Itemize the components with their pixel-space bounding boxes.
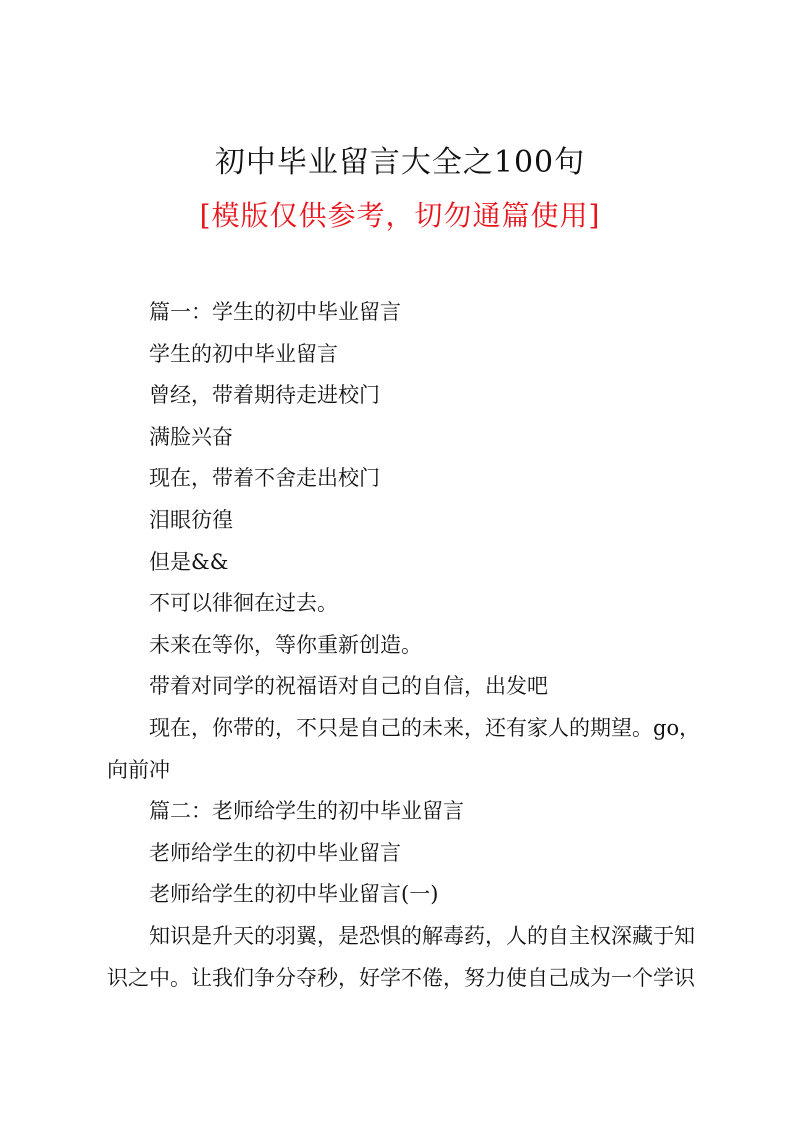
paragraph: 现在，你带的，不只是自己的未来，还有家人的期望。go，向前冲 bbox=[107, 715, 701, 782]
paragraph: 不可以徘徊在过去。 bbox=[149, 591, 338, 616]
paragraph: 学生的初中毕业留言 bbox=[149, 341, 338, 366]
paragraph: 泪眼彷徨 bbox=[149, 507, 233, 532]
document-title: 初中毕业留言大全之100句 bbox=[214, 145, 586, 180]
paragraph: 满脸兴奋 bbox=[149, 424, 233, 449]
document-subtitle: [模版仅供参考，切勿通篇使用] bbox=[199, 199, 601, 232]
paragraph: 现在，带着不舍走出校门 bbox=[149, 466, 380, 491]
document-body bbox=[107, 292, 707, 999]
paragraph: 但是&& bbox=[149, 549, 229, 574]
paragraph: 老师给学生的初中毕业留言 bbox=[149, 840, 401, 865]
paragraph: 知识是升天的羽翼，是恐惧的解毒药，人的自主权深藏于知识之中。让我们争分夺秒，好学不倦，努力使自己成为一个学识 bbox=[107, 923, 695, 990]
paragraph: 曾经，带着期待走进校门 bbox=[149, 383, 380, 408]
paragraph: 未来在等你，等你重新创造。 bbox=[149, 632, 422, 657]
section-heading-1: 篇一：学生的初中毕业留言 bbox=[149, 300, 401, 324]
paragraph: 老师给学生的初中毕业留言(一) bbox=[149, 882, 439, 907]
section-heading-2: 篇二：老师给学生的初中毕业留言 bbox=[149, 799, 464, 824]
paragraph: 带着对同学的祝福语对自己的自信，出发吧 bbox=[149, 674, 548, 699]
